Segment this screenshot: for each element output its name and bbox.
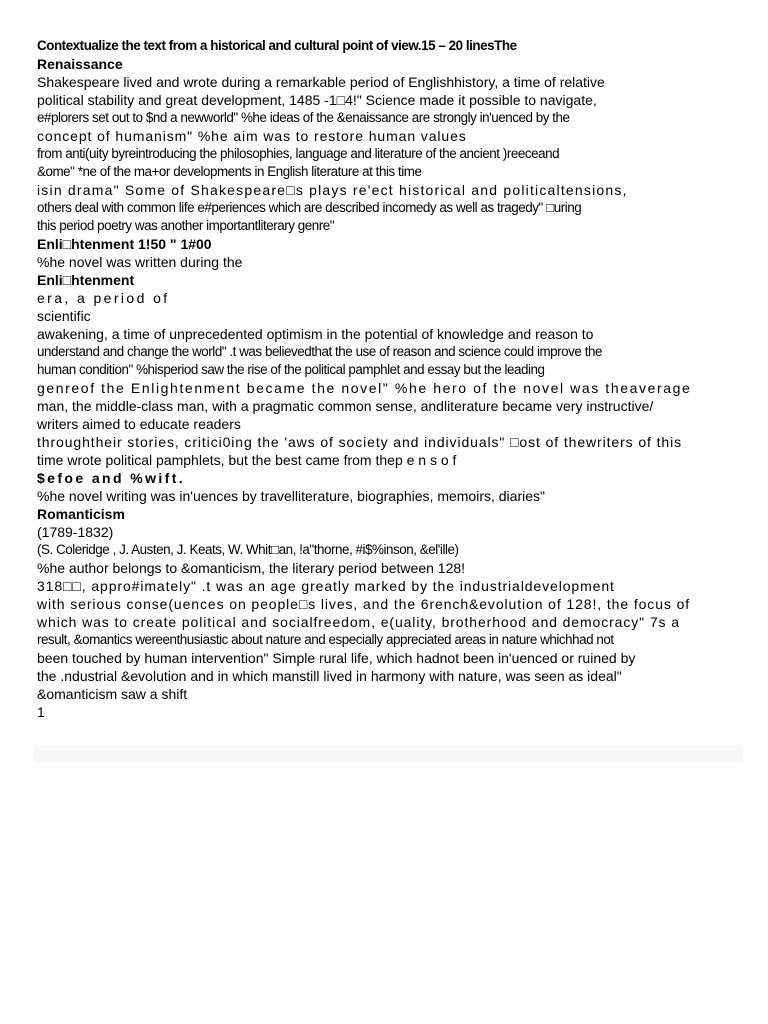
text-line: throughtheir stories, critici0ing the 'aws of society and individuals" □ost of thewriters of this	[37, 434, 682, 450]
heading-line: Romanticism	[37, 506, 125, 522]
text-line: awakening, a time of unprecedented optimism in the potential of knowledge and reason to	[37, 326, 594, 342]
text-line: result, &omantics wereenthusiastic about nature and especially appreciated areas in nature whichhad not	[37, 632, 614, 647]
text-line: human condition" %hisperiod saw the rise of the political pamphlet and essay but the leading	[37, 362, 545, 377]
text-line: writers aimed to educate readers	[37, 416, 241, 432]
text-line: political stability and great development, 1485 -1□4!" Science made it possible to navigate,	[37, 92, 597, 108]
text-line: era, a period of	[37, 290, 170, 306]
heading-line: $efoe and %wift.	[37, 470, 186, 486]
text-line: man, the middle-class man, with a pragmatic common sense, andliterature became very instructive/	[37, 398, 654, 414]
text-line: isin drama" Some of Shakespeare□s plays re'ect historical and politicaltensions,	[37, 182, 628, 198]
text-line: (S. Coleridge , J. Austen, J. Keats, W. Whit□an, !a"thorne, #i$%inson, &el'ille)	[37, 542, 459, 557]
text-line: with serious conse(uences on people□s lives, and the 6rench&evolution of 128!, the focus of	[37, 596, 691, 612]
text-line: the .ndustrial &evolution and in which manstill lived in harmony with nature, was seen as ideal"	[37, 668, 622, 684]
text-line: &omanticism saw a shift	[37, 686, 188, 702]
text-line: e#plorers set out to $nd a newworld" %he ideas of the &enaissance are strongly in'uenced by the	[37, 110, 570, 125]
text-line: understand and change the world" .t was believedthat the use of reason and science could improve the	[37, 344, 602, 359]
text-line: 318□□, appro#imately" .t was an age greatly marked by the industrialdevelopment	[37, 578, 615, 594]
text-line: which was to create political and socialfreedom, e(uality, brotherhood and democracy" 7s a	[37, 614, 680, 630]
page-footer-bar	[34, 746, 743, 763]
text-line: been touched by human intervention" Simple rural life, which hadnot been in'uenced or ruined by	[37, 650, 636, 666]
text-line: (1789-1832)	[37, 524, 114, 540]
text-line: 1	[37, 704, 45, 720]
text-line: %he novel writing was in'uences by travelliterature, biographies, memoirs, diaries"	[37, 488, 545, 504]
heading-line: Renaissance	[37, 56, 123, 72]
text-line: others deal with common life e#periences which are described incomedy as well as tragedy" □uring	[37, 200, 582, 215]
text-line: Shakespeare lived and wrote during a remarkable period of Englishhistory, a time of relative	[37, 74, 605, 90]
text-line: %he novel was written during the	[37, 254, 243, 270]
heading-line: Contextualize the text from a historical and cultural point of view.15 – 20 linesThe	[37, 38, 517, 53]
heading-line: Enli□htenment	[37, 272, 135, 288]
text-line: time wrote political pamphlets, but the best came from thep e n s o f	[37, 452, 457, 468]
text-line: genreof the Enlightenment became the novel" %he hero of the novel was theaverage	[37, 380, 692, 396]
text-line: scientific	[37, 308, 91, 324]
text-line: concept of humanism" %he aim was to restore human values	[37, 128, 467, 144]
heading-line: Enli□htenment 1!50 " 1#00	[37, 236, 212, 252]
text-line: this period poetry was another importantliterary genre"	[37, 218, 335, 233]
text-line: from anti(uity byreintroducing the philosophies, language and literature of the ancient )reeceand	[37, 146, 560, 161]
text-line: %he author belongs to &omanticism, the literary period between 128!	[37, 560, 466, 576]
text-line: &ome" *ne of the ma+or developments in English literature at this time	[37, 164, 422, 179]
